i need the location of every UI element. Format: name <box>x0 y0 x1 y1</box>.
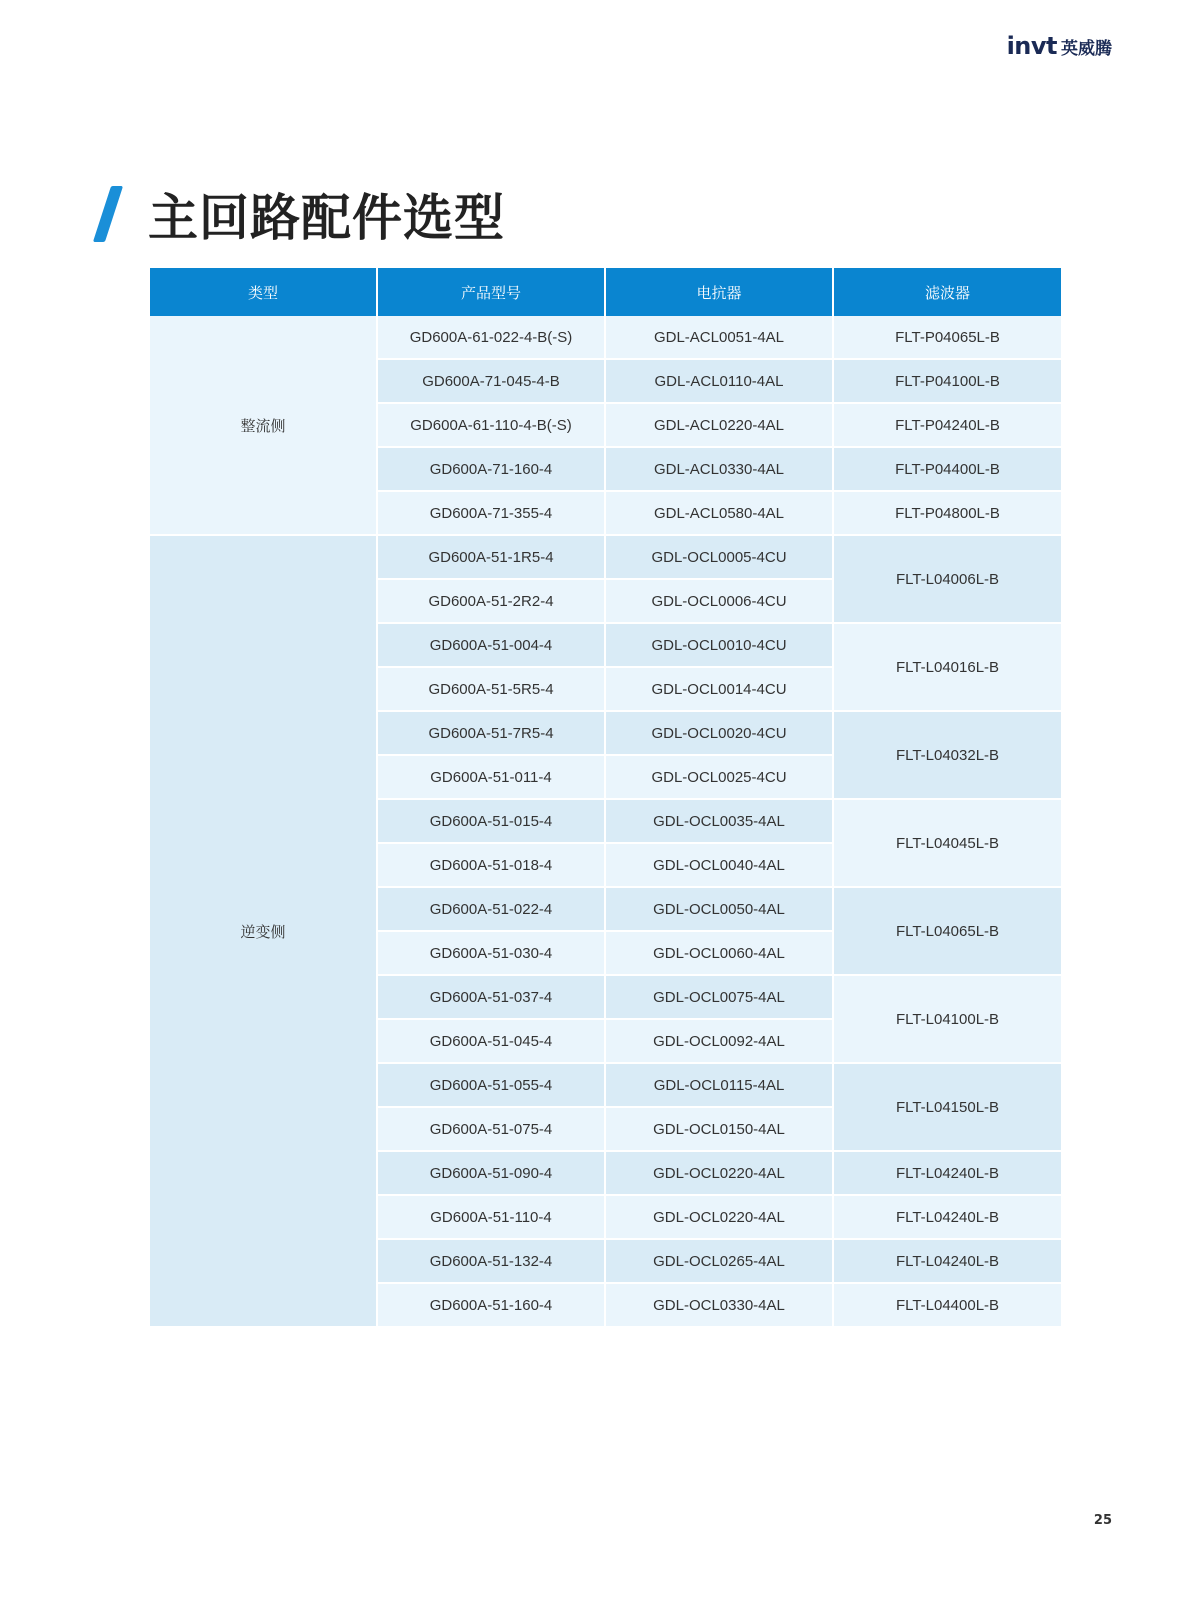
reactor-cell: GDL-OCL0025-4CU <box>605 755 833 799</box>
model-cell: GD600A-51-004-4 <box>377 623 605 667</box>
page-title: 主回路配件选型 <box>148 189 505 247</box>
logo-mark: invt <box>1006 32 1057 60</box>
accessory-selection-table <box>150 268 1061 1328</box>
title-slash-decoration <box>93 186 123 242</box>
reactor-cell: GDL-ACL0220-4AL <box>605 403 833 447</box>
model-cell: GD600A-51-090-4 <box>377 1151 605 1195</box>
reactor-cell: GDL-OCL0220-4AL <box>605 1195 833 1239</box>
reactor-cell: GDL-ACL0051-4AL <box>605 316 833 359</box>
reactor-cell: GDL-OCL0060-4AL <box>605 931 833 975</box>
filter-cell: FLT-L04045L-B <box>833 799 1061 887</box>
header-type: 类型 <box>150 268 377 316</box>
reactor-cell: GDL-OCL0050-4AL <box>605 887 833 931</box>
reactor-cell: GDL-OCL0220-4AL <box>605 1151 833 1195</box>
model-cell: GD600A-61-022-4-B(-S) <box>377 316 605 359</box>
reactor-cell: GDL-OCL0006-4CU <box>605 579 833 623</box>
reactor-cell: GDL-OCL0092-4AL <box>605 1019 833 1063</box>
reactor-cell: GDL-OCL0150-4AL <box>605 1107 833 1151</box>
model-cell: GD600A-51-022-4 <box>377 887 605 931</box>
table-row <box>150 535 1061 579</box>
reactor-cell: GDL-OCL0040-4AL <box>605 843 833 887</box>
table-header-row <box>150 268 1061 316</box>
reactor-cell: GDL-OCL0014-4CU <box>605 667 833 711</box>
reactor-cell: GDL-OCL0020-4CU <box>605 711 833 755</box>
reactor-cell: GDL-OCL0075-4AL <box>605 975 833 1019</box>
reactor-cell: GDL-OCL0010-4CU <box>605 623 833 667</box>
table-body <box>150 316 1061 1327</box>
filter-cell: FLT-L04065L-B <box>833 887 1061 975</box>
model-cell: GD600A-51-075-4 <box>377 1107 605 1151</box>
model-cell: GD600A-51-037-4 <box>377 975 605 1019</box>
filter-cell: FLT-L04240L-B <box>833 1151 1061 1195</box>
reactor-cell: GDL-OCL0035-4AL <box>605 799 833 843</box>
model-cell: GD600A-51-018-4 <box>377 843 605 887</box>
model-cell: GD600A-51-1R5-4 <box>377 535 605 579</box>
filter-cell: FLT-L04400L-B <box>833 1283 1061 1327</box>
filter-cell: FLT-P04400L-B <box>833 447 1061 491</box>
model-cell: GD600A-51-7R5-4 <box>377 711 605 755</box>
logo-cn-name: 英威腾 <box>1061 39 1112 59</box>
filter-cell: FLT-L04240L-B <box>833 1239 1061 1283</box>
filter-cell: FLT-P04065L-B <box>833 316 1061 359</box>
header-reactor: 电抗器 <box>605 268 833 316</box>
model-cell: GD600A-51-110-4 <box>377 1195 605 1239</box>
filter-cell: FLT-L04100L-B <box>833 975 1061 1063</box>
type-cell: 整流侧 <box>150 316 377 535</box>
model-cell: GD600A-51-055-4 <box>377 1063 605 1107</box>
model-cell: GD600A-71-045-4-B <box>377 359 605 403</box>
model-cell: GD600A-51-011-4 <box>377 755 605 799</box>
model-cell: GD600A-51-2R2-4 <box>377 579 605 623</box>
table-row <box>150 316 1061 359</box>
model-cell: GD600A-51-045-4 <box>377 1019 605 1063</box>
model-cell: GD600A-61-110-4-B(-S) <box>377 403 605 447</box>
model-cell: GD600A-51-160-4 <box>377 1283 605 1327</box>
brand-logo <box>1007 32 1112 60</box>
page-number: 25 <box>1093 1513 1112 1528</box>
reactor-cell: GDL-ACL0330-4AL <box>605 447 833 491</box>
reactor-cell: GDL-ACL0110-4AL <box>605 359 833 403</box>
header-filter: 滤波器 <box>833 268 1061 316</box>
model-cell: GD600A-51-030-4 <box>377 931 605 975</box>
reactor-cell: GDL-OCL0115-4AL <box>605 1063 833 1107</box>
title-block <box>94 178 505 250</box>
model-cell: GD600A-71-355-4 <box>377 491 605 535</box>
filter-cell: FLT-L04016L-B <box>833 623 1061 711</box>
model-cell: GD600A-51-5R5-4 <box>377 667 605 711</box>
filter-cell: FLT-L04240L-B <box>833 1195 1061 1239</box>
reactor-cell: GDL-ACL0580-4AL <box>605 491 833 535</box>
model-cell: GD600A-51-015-4 <box>377 799 605 843</box>
model-cell: GD600A-51-132-4 <box>377 1239 605 1283</box>
filter-cell: FLT-P04240L-B <box>833 403 1061 447</box>
filter-cell: FLT-L04150L-B <box>833 1063 1061 1151</box>
filter-cell: FLT-P04800L-B <box>833 491 1061 535</box>
model-cell: GD600A-71-160-4 <box>377 447 605 491</box>
reactor-cell: GDL-OCL0330-4AL <box>605 1283 833 1327</box>
type-cell: 逆变侧 <box>150 535 377 1327</box>
reactor-cell: GDL-OCL0265-4AL <box>605 1239 833 1283</box>
filter-cell: FLT-P04100L-B <box>833 359 1061 403</box>
reactor-cell: GDL-OCL0005-4CU <box>605 535 833 579</box>
filter-cell: FLT-L04006L-B <box>833 535 1061 623</box>
filter-cell: FLT-L04032L-B <box>833 711 1061 799</box>
header-model: 产品型号 <box>377 268 605 316</box>
